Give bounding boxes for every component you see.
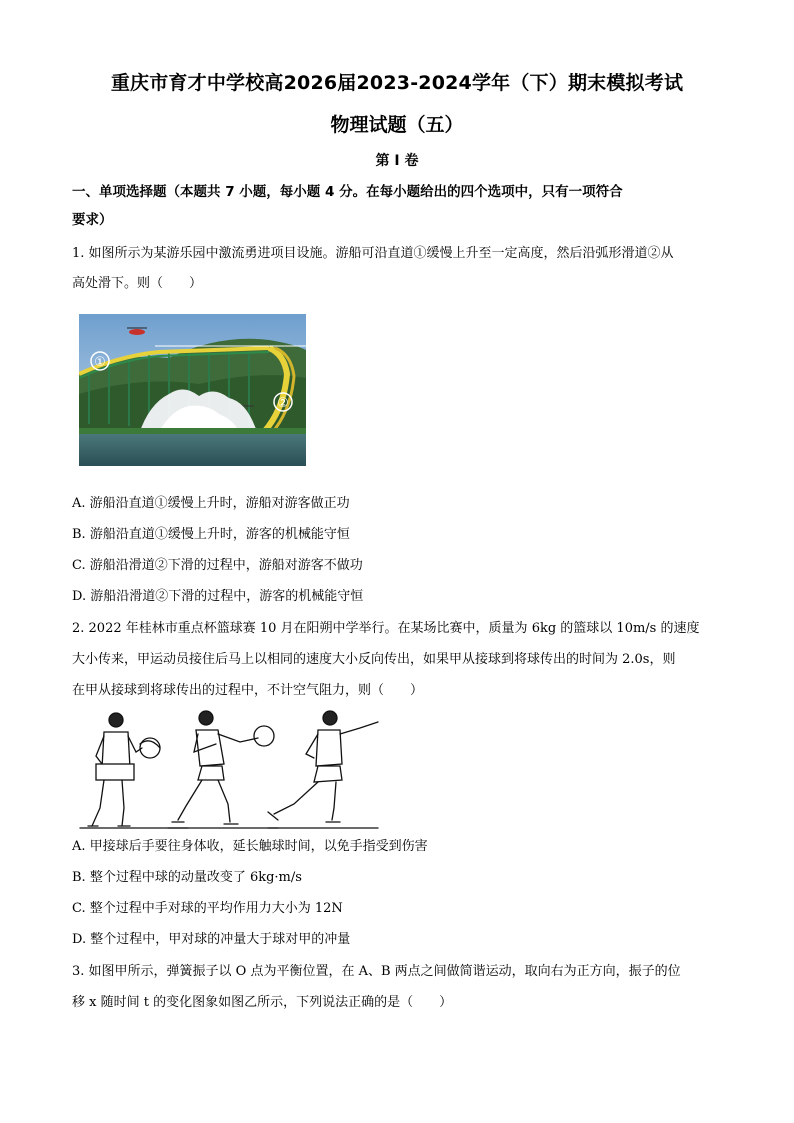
q1-option-d: D. 游船沿滑道②下滑的过程中，游客的机械能守恒 [72,589,364,604]
q1-option-c: C. 游船沿滑道②下滑的过程中，游船对游客不做功 [72,558,363,573]
q1-stem-cont: 高处滑下。则（ ） [72,276,203,291]
q2-stem-cont: 大小传来，甲运动员接住后马上以相同的速度大小反向传出，如果甲从接球到将球传出的时间为 2.0s，则 [72,652,676,667]
q1-option-a: A. 游船沿直道①缓慢上升时，游船对游客做正功 [72,496,350,511]
track-marker-2: ② [277,396,289,411]
q3-stem: 3. 如图甲所示，弹簧振子以 O 点为平衡位置，在 A、B 两点之间做简谐运动，取向右为正方向，振子的位 [72,964,681,979]
section-heading: 一、单项选择题（本题共 7 小题，每小题 4 分。在每小题给出的四个选项中，只有一项符合 [72,184,623,200]
q2-option-b: B. 整个过程中球的动量改变了 6kg·m/s [72,870,302,885]
q3-stem-cont: 移 x 随时间 t 的变化图象如图乙所示，下列说法正确的是（ ） [72,995,453,1010]
volume-label: 第 I 卷 [375,153,419,169]
water-ride-photo [79,314,306,466]
section-heading-cont: 要求） [72,212,113,228]
q2-stem-cont2: 在甲从接球到将球传出的过程中，不计空气阻力，则（ ） [72,683,424,698]
q2-option-d: D. 整个过程中，甲对球的冲量大于球对甲的冲量 [72,932,351,947]
q2-option-c: C. 整个过程中手对球的平均作用力大小为 12N [72,901,343,916]
page-title: 重庆市育才中学校高2026届2023-2024学年（下）期末模拟考试 [110,72,684,94]
basketball-catch-figure [78,708,398,830]
track-marker-1: ① [94,355,106,370]
q1-stem: 1. 如图所示为某游乐园中激流勇进项目设施。游船可沿直道①缓慢上升至一定高度，然后沿弧形滑道②从 [72,246,674,261]
q2-stem: 2. 2022 年桂林市重点杯篮球赛 10 月在阳朔中学举行。在某场比赛中，质量为 6kg 的篮球以 10m/s 的速度 [72,621,700,636]
page-subtitle: 物理试题（五） [330,114,464,136]
q2-option-a: A. 甲接球后手要往身体收，延长触球时间，以免手指受到伤害 [72,839,428,854]
q1-option-b: B. 游船沿直道①缓慢上升时，游客的机械能守恒 [72,527,350,542]
